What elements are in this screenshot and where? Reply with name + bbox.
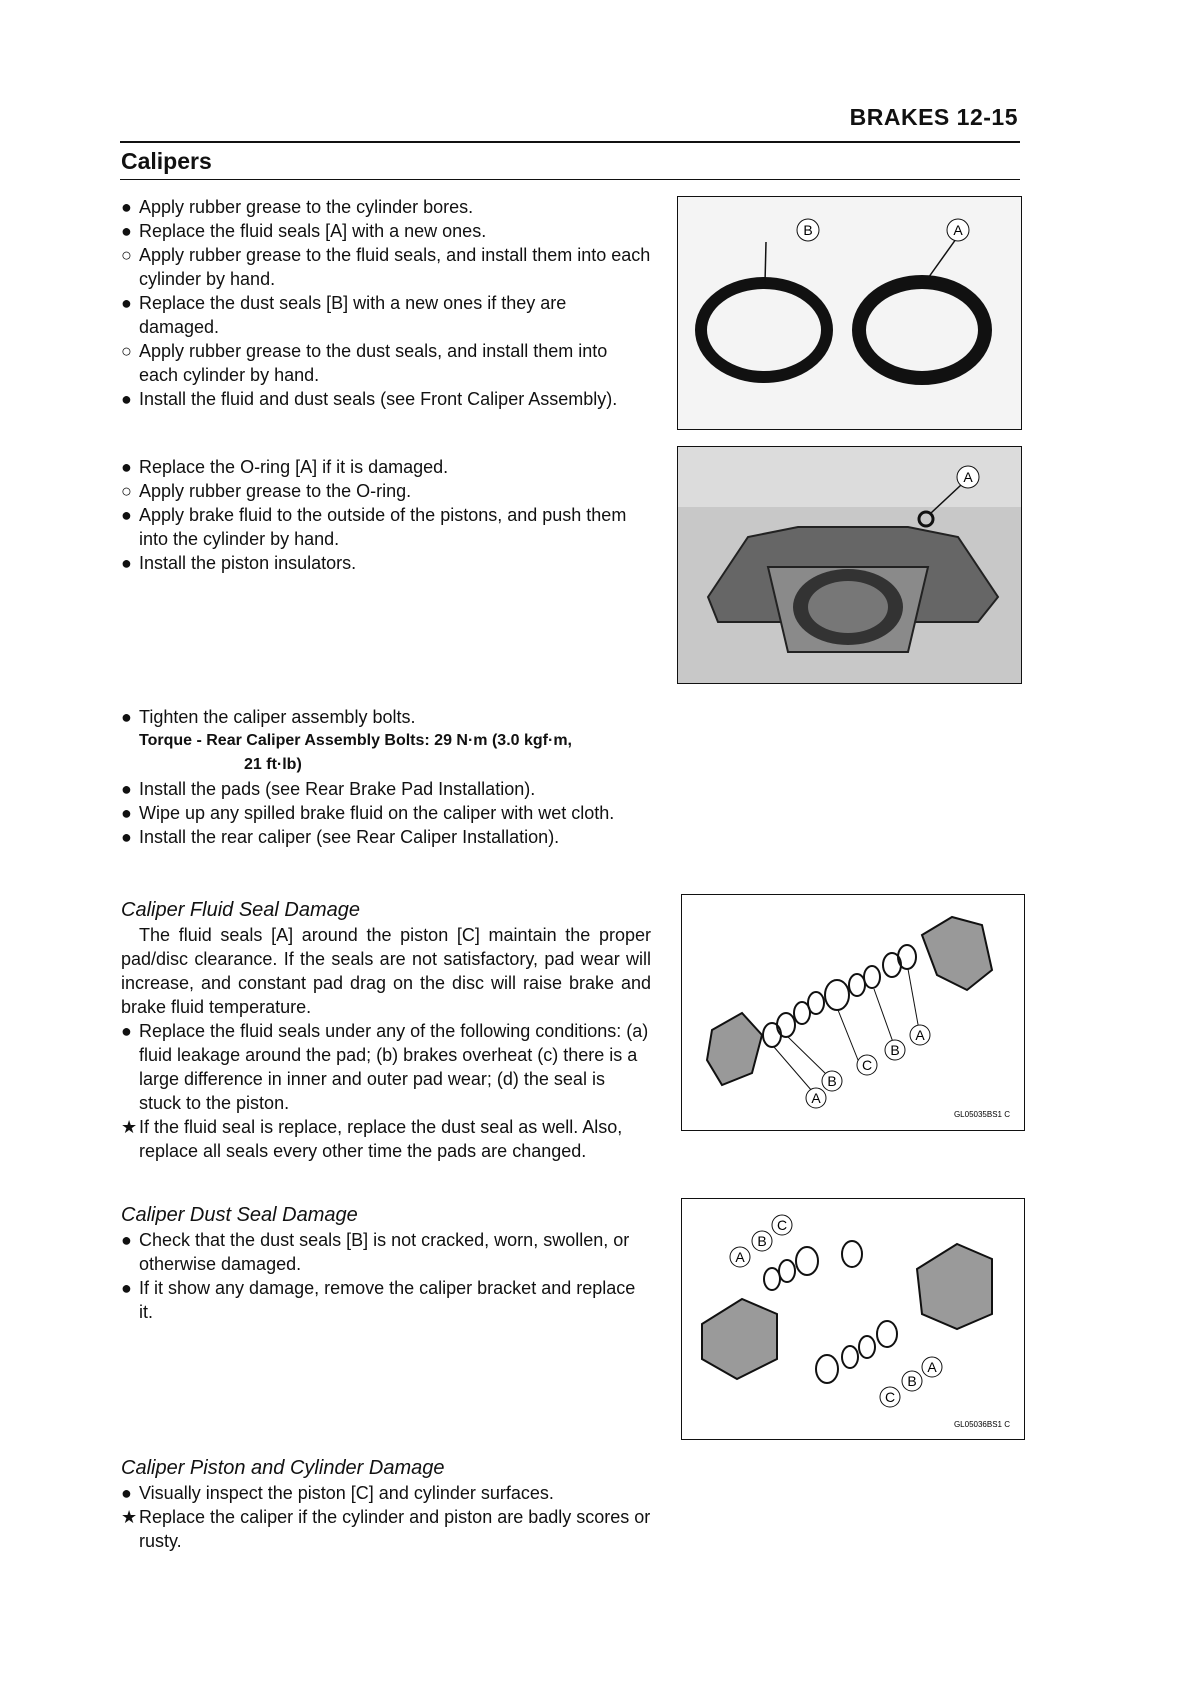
- list-item: ● Install the rear caliper (see Rear Caliper Installation).: [121, 827, 560, 847]
- bullet-icon: ●: [121, 779, 132, 799]
- figure-caliper-photo: [677, 446, 1022, 684]
- bullet-icon: ●: [121, 707, 132, 727]
- header-rule: [120, 141, 1020, 143]
- list-item: ● Tighten the caliper assembly bolts.: [121, 707, 416, 727]
- list-item: ○ Apply rubber grease to the O-ring.: [121, 481, 412, 501]
- svg-text:B: B: [827, 1073, 837, 1089]
- svg-text:A: A: [915, 1027, 925, 1043]
- bullet-icon: ●: [121, 553, 132, 573]
- exploded-seals-diagram: [682, 895, 1024, 1130]
- svg-text:B: B: [890, 1042, 900, 1058]
- subheading: Caliper Dust Seal Damage: [121, 1204, 358, 1226]
- subheading: Caliper Piston and Cylinder Damage: [121, 1457, 445, 1479]
- exploded-dust-seals-diagram: [682, 1199, 1024, 1439]
- list-item: ★ If the fluid seal is replace, replace the dust seal as well. Also, replace all seals every other time the pads are changed.: [121, 1117, 623, 1161]
- subheading: Caliper Fluid Seal Damage: [121, 899, 361, 921]
- bullet-icon: ●: [121, 1021, 132, 1041]
- list-item: ● Install the fluid and dust seals (see Front Caliper Assembly).: [121, 389, 618, 409]
- svg-text:A: A: [953, 222, 963, 238]
- bullet-icon: ●: [121, 827, 132, 847]
- svg-text:B: B: [907, 1373, 917, 1389]
- svg-text:A: A: [927, 1359, 937, 1375]
- svg-text:C: C: [884, 1389, 896, 1405]
- list-item: ○ Apply rubber grease to the dust seals, and install them into each cylinder by hand.: [121, 341, 608, 385]
- list-item: ● Check that the dust seals [B] is not cracked, worn, swollen, or otherwise damaged.: [121, 1230, 630, 1274]
- bullet-icon: ●: [121, 293, 132, 313]
- list-item: ● Replace the O-ring [A] if it is damaged.: [121, 457, 449, 477]
- list-item: ● Install the pads (see Rear Brake Pad Installation).: [121, 779, 536, 799]
- list-item: ● Replace the dust seals [B] with a new ones if they are damaged.: [121, 293, 567, 337]
- sub-bullet-icon: ○: [121, 341, 132, 361]
- svg-text:A: A: [735, 1249, 745, 1265]
- figure-exploded-view-1: [681, 894, 1025, 1131]
- dust-seal-section: [121, 1202, 651, 1324]
- sub-bullet-icon: ○: [121, 481, 132, 501]
- svg-text:A: A: [963, 469, 973, 485]
- seal-rings-image: [678, 197, 1021, 429]
- svg-text:C: C: [776, 1217, 788, 1233]
- svg-text:B: B: [757, 1233, 767, 1249]
- seal-install-steps: [121, 195, 651, 411]
- svg-text:B: B: [803, 222, 813, 238]
- bullet-icon: ●: [121, 1230, 132, 1250]
- list-item: ● If it show any damage, remove the caliper bracket and replace it.: [121, 1278, 636, 1322]
- bullet-icon: ●: [121, 803, 132, 823]
- bullet-icon: ●: [121, 197, 132, 217]
- figure-exploded-view-2: [681, 1198, 1025, 1440]
- svg-text:A: A: [811, 1090, 821, 1106]
- svg-text:GL05036BS1 C: GL05036BS1 C: [953, 1420, 1010, 1429]
- torque-spec: Torque - Rear Caliper Assembly Bolts: 29 N·m (3.0 kgf·m, 21 ft·lb): [139, 732, 572, 773]
- bullet-icon: ●: [121, 389, 132, 409]
- section-title: Calipers: [121, 148, 212, 174]
- fluid-seal-section: [121, 897, 651, 1163]
- list-item: ● Visually inspect the piston [C] and cylinder surfaces.: [121, 1483, 554, 1503]
- fluid-seal-intro: The fluid seals [A] around the piston [C] maintain the proper pad/disc clearance. If the seals are not satisfactory, pad wear will increase, and constant pad drag on the disc will raise brake and brake fluid temperature.: [121, 925, 651, 1017]
- list-item: ● Wipe up any spilled brake fluid on the caliper with wet cloth.: [121, 803, 615, 823]
- bullet-icon: ●: [121, 505, 132, 525]
- list-item: ● Replace the fluid seals [A] with a new ones.: [121, 221, 487, 241]
- bullet-icon: ●: [121, 1483, 132, 1503]
- list-item: ● Install the piston insulators.: [121, 553, 357, 573]
- page-header-title: BRAKES 12-15: [849, 104, 1018, 130]
- bullet-icon: ●: [121, 221, 132, 241]
- caliper-body-image: [678, 447, 1021, 683]
- section-rule: [120, 179, 1020, 180]
- svg-text:C: C: [861, 1057, 873, 1073]
- bullet-icon: ●: [121, 457, 132, 477]
- assembly-steps: [121, 705, 651, 849]
- list-item: ● Replace the fluid seals under any of the following conditions: (a) fluid leakage around the pad; (b) brakes overheat (c) there is a large difference in inner and outer pad wear; (d) the seal is stuck to the piston.: [121, 1021, 649, 1113]
- list-item: ○ Apply rubber grease to the fluid seals, and install them into each cylinder by hand.: [121, 245, 651, 289]
- piston-section: [121, 1455, 651, 1553]
- oring-steps: [121, 455, 651, 575]
- star-icon: ★: [121, 1117, 138, 1137]
- list-item: ★ Replace the caliper if the cylinder and piston are badly scores or rusty.: [121, 1507, 651, 1551]
- bullet-icon: ●: [121, 1278, 132, 1298]
- sub-bullet-icon: ○: [121, 245, 132, 265]
- list-item: ● Apply rubber grease to the cylinder bores.: [121, 197, 474, 217]
- star-icon: ★: [121, 1507, 138, 1527]
- list-item: ● Apply brake fluid to the outside of the pistons, and push them into the cylinder by hand.: [121, 505, 627, 549]
- figure-seals-photo: [677, 196, 1022, 430]
- svg-text:GL05035BS1 C: GL05035BS1 C: [953, 1110, 1010, 1119]
